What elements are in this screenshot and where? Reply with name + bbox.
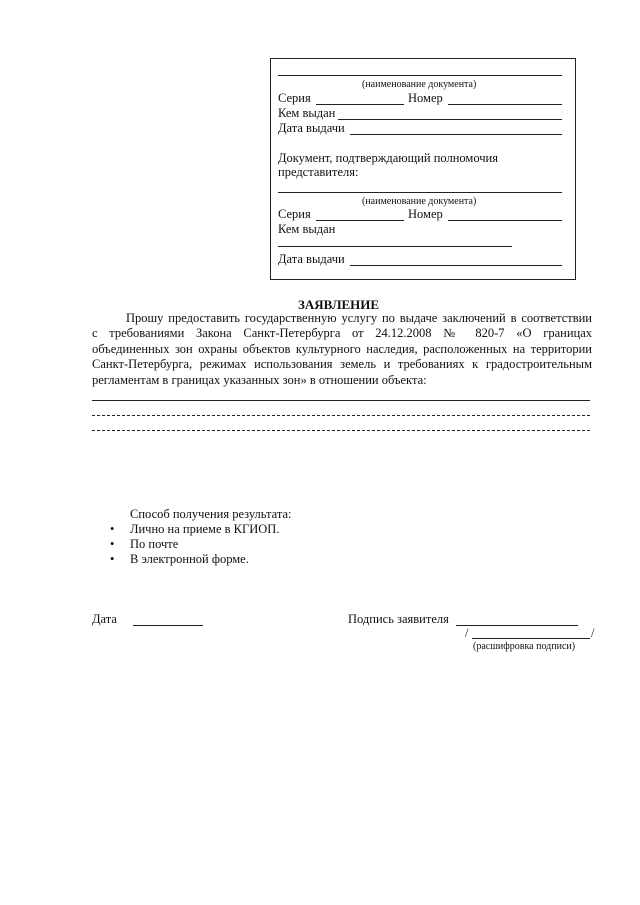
doc-name-line xyxy=(278,75,562,76)
bullet-icon: • xyxy=(110,537,115,551)
issued-by-label-2: Кем выдан xyxy=(278,222,336,236)
date-line xyxy=(133,625,203,626)
statement-line: Прошу предоставить государственную услугу по выдаче заключений в соответствии xyxy=(126,311,592,325)
date-label: Дата xyxy=(92,612,117,626)
statement-line: с требованиями Закона Санкт-Петербурга от 24.12.2008 № 820-7 «О границах xyxy=(92,326,592,341)
option-by-mail: По почте xyxy=(130,537,179,551)
authority-line-1: Документ, подтверждающий полномочия xyxy=(278,151,498,165)
statement-title: ЗАЯВЛЕНИЕ xyxy=(298,297,380,312)
series-label-2: Серия xyxy=(278,207,311,221)
series-line xyxy=(316,104,404,105)
issued-by-label: Кем выдан xyxy=(278,106,336,120)
bullet-icon: • xyxy=(110,522,115,536)
option-electronic: В электронной форме. xyxy=(130,552,249,566)
authority-line-2: представителя: xyxy=(278,165,359,179)
option-in-person: Лично на приеме в КГИОП. xyxy=(130,522,280,536)
issued-by-line xyxy=(338,119,562,120)
issue-date-line-2 xyxy=(350,265,562,266)
number-label-2: Номер xyxy=(408,207,443,221)
doc-name-line-2 xyxy=(278,192,562,193)
object-line xyxy=(92,430,590,431)
statement-last-line: регламентам в границах указанных зон» в отношении объекта: xyxy=(92,372,427,387)
slash-left: / xyxy=(465,626,469,640)
series-line-2 xyxy=(316,220,404,221)
number-line-2 xyxy=(448,220,562,221)
number-label: Номер xyxy=(408,91,443,105)
statement-body xyxy=(92,311,592,388)
issue-date-label-2: Дата выдачи xyxy=(278,252,345,266)
statement-line: Санкт-Петербурга, режимах использования земель и требованиях к градостроительным xyxy=(92,357,592,372)
statement-line: объединенных зон охраны объектов культурного наследия, расположенных на территории xyxy=(92,341,592,356)
signature-decoding-caption: (расшифровка подписи) xyxy=(473,641,576,652)
series-label: Серия xyxy=(278,91,311,105)
object-line xyxy=(92,415,590,416)
issue-date-label: Дата выдачи xyxy=(278,121,345,135)
signature-decoding-line xyxy=(472,638,590,639)
signature-label: Подпись заявителя xyxy=(348,612,449,626)
result-method-heading: Способ получения результата: xyxy=(130,507,292,521)
bullet-icon: • xyxy=(110,552,115,566)
slash-right: / xyxy=(591,626,595,640)
object-line xyxy=(92,400,590,401)
issued-by-line-2 xyxy=(278,246,512,247)
issue-date-line xyxy=(350,134,562,135)
signature-line xyxy=(456,625,578,626)
doc-name-caption: (наименование документа) xyxy=(362,79,477,90)
doc-name-caption-2: (наименование документа) xyxy=(362,196,477,207)
number-line xyxy=(448,104,562,105)
